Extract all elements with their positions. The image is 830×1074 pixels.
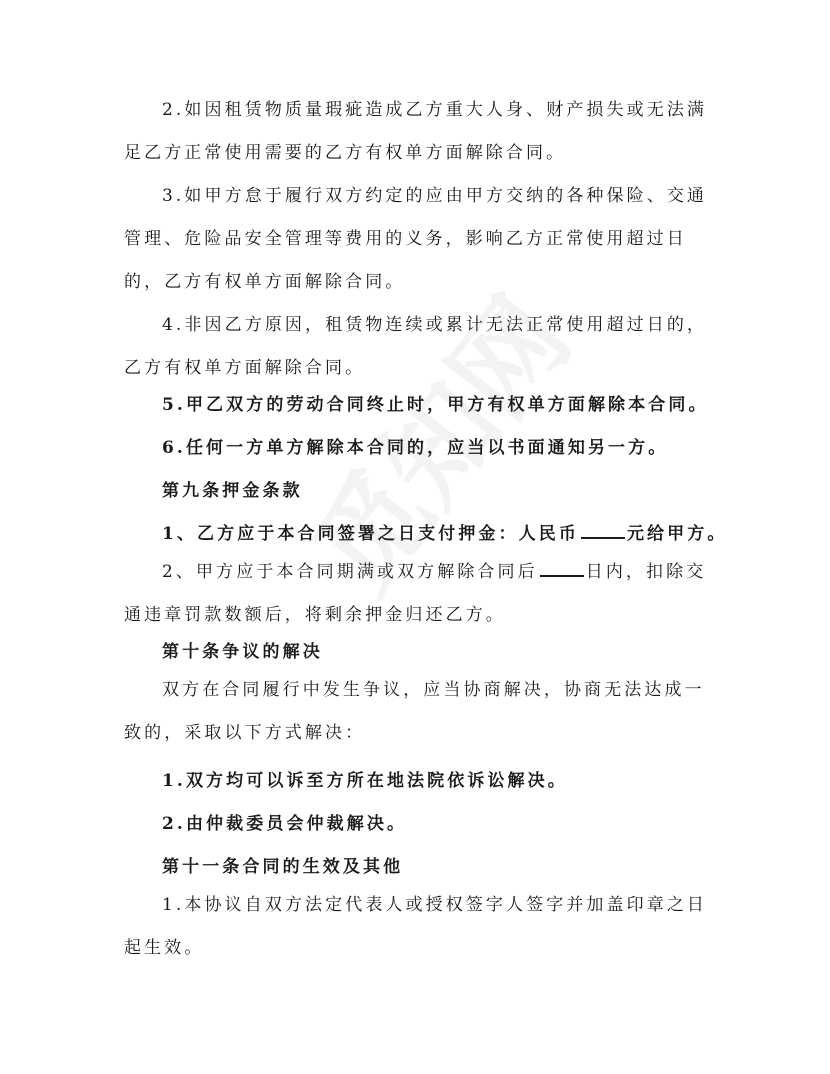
dispute-option-2: 2.由仲裁委员会仲裁解决。 [162, 814, 408, 834]
clause-8-item-6: 6.任何一方单方解除本合同的，应当以书面通知另一方。 [162, 438, 669, 458]
deposit-item-2-text: 2、甲方应于本合同期满或双方解除合同后 [162, 562, 538, 582]
dispute-intro: 双方在合同履行中发生争议，应当协商解决，协商无法达成一致的，采取以下方式解决： [124, 680, 705, 743]
clause-8-item-5: 5.甲乙双方的劳动合同终止时，甲方有权单方面解除本合同。 [162, 395, 709, 415]
deposit-item-1 [162, 522, 727, 546]
section-heading-9: 第九条押金条款 [162, 481, 303, 501]
clause-8-item-4: 4.非因乙方原因，租赁物连续或累计无法正常使用超过日的，乙方有权单方面解除合同。 [124, 315, 708, 378]
dispute-option-1: 1.双方均可以诉至方所在地法院依诉讼解决。 [162, 771, 568, 791]
deposit-item-1-text: 1、乙方应于本合同签署之日支付押金：人民币 [162, 524, 579, 544]
deposit-item-2 [124, 551, 714, 637]
effect-item-1: 1.本协议自双方法定代表人或授权签字人签字并加盖印章之日起生效。 [124, 895, 708, 958]
clause-8-item-3: 3.如甲方怠于履行双方约定的应由甲方交纳的各种保险、交通管理、危险品安全管理等费用的义务，影响乙方正常使用超过日的，乙方有权单方面解除合同。 [124, 186, 708, 292]
clause-8-item-2: 2.如因租赁物质量瑕疵造成乙方重大人身、财产损失或无法满足乙方正常使用需要的乙方有权单方面解除合同。 [124, 100, 708, 163]
section-heading-11: 第十一条合同的生效及其他 [162, 857, 404, 877]
section-heading-10: 第十条争议的解决 [162, 642, 323, 662]
deposit-item-2-tail: 日内，扣除交通违章罚款数额后，将剩余押金归还乙方。 [124, 562, 707, 625]
deposit-amount-blank [581, 523, 625, 539]
deposit-days-blank [540, 561, 584, 577]
deposit-item-1-tail: 元给甲方。 [626, 524, 728, 544]
